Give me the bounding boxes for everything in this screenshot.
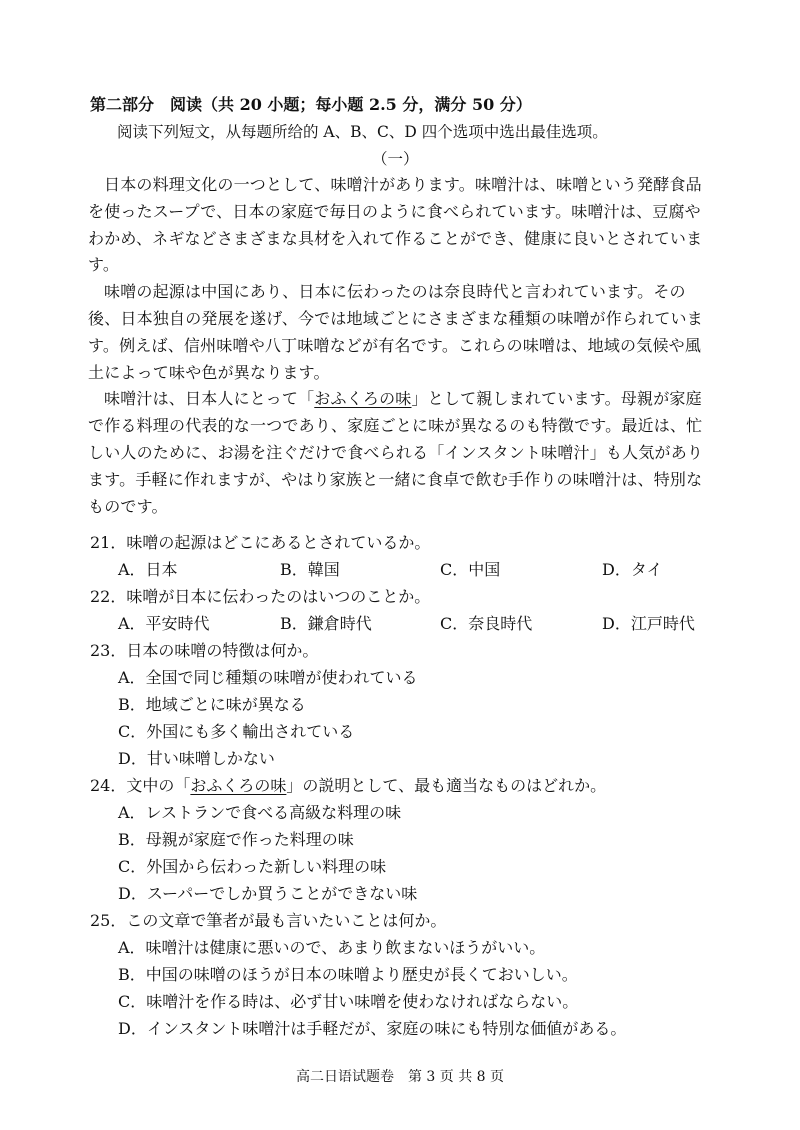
q25-option-d: D．インスタント味噌汁は手軽だが、家庭の味にも特別な価値がある。 [118,1019,627,1038]
passage-paragraph-1: 日本の料理文化の一つとして、味噌汁があります。味噌汁は、味噌という発酵食品を使ったスープで、日本の家庭で毎日のように食べられています。味噌汁は、豆腐やわかめ、ネギなどさまざまな具材を入れて作ることができ、健康に良いとされています。 [88,175,703,275]
q23-option-d: D．甘い味噌しかない [118,749,275,768]
section-title: 第二部分 阅读（共 20 小题；每小题 2.5 分，满分 50 分） [90,95,532,114]
paragraph-3-text-before: 味噌汁は、日本人にとって「 [104,389,315,409]
question-24-stem [90,773,606,796]
reading-instruction: 阅读下列短文，从每题所给的 A、B、C、D 四个选项中选出最佳选项。 [117,123,608,141]
q24-option-d: D．スーパーでしか買うことができない味 [118,884,418,903]
passage-paragraph-3 [88,386,716,520]
q23-option-c: C．外国にも多く輸出されている [118,722,355,741]
q22-option-d: D．江戸時代 [602,614,695,633]
q23-option-b: B．地域ごとに味が異なる [118,695,306,714]
underlined-phrase: おふくろの味 [314,389,412,409]
q23-option-a: A．全国で同じ種類の味噌が使われている [118,668,418,687]
q24-option-a: A．レストランで食べる高級な料理の味 [118,803,402,822]
q22-option-b: B．鎌倉時代 [280,614,372,633]
question-25-stem: 25．この文章で筆者が最も言いたいことは何か。 [90,911,447,930]
q24-stem-before: 24．文中の「 [90,776,191,795]
q25-option-b: B．中国の味噌のほうが日本の味噌より歴史が長くておいしい。 [118,965,578,984]
passage-paragraph-2: 味噌の起源は中国にあり、日本に伝わったのは奈良時代と言われています。その後、日本独自の発展を遂げ、今では地域ごとにさまざまな種類の味噌が作られています。例えば、信州味噌や八丁味噌などが有名です。これらの味噌は、地域の気候や風土によって味や色が異なります。 [88,282,703,382]
paragraph-3-text-after: 」として親しまれています。母親が家庭で作る料理の代表的な一つであり、家庭ごとに味が異なるのも特徴です。最近は、忙しい人のために、お湯を注ぐだけで食べられる「インスタント味噌汁」も人気があります。手軽に作れますが、やはり家族と一緒に食卓で飲む手作りの味噌汁は、特別なものです。 [88,389,704,516]
q24-stem-after: 」の説明として、最も適当なものはどれか。 [286,776,607,795]
passage-number: （一） [372,150,419,168]
question-21-stem: 21．味噌の起源はどこにあるとされているか。 [90,533,431,552]
question-23-stem: 23．日本の味噌の特徴は何か。 [90,641,319,660]
reading-passage [88,172,716,520]
q22-option-c: C．奈良時代 [440,614,533,633]
q22-option-a: A．平安時代 [118,614,210,633]
q25-option-a: A．味噌汁は健康に悪いので、あまり飲まないほうがいい。 [118,938,546,957]
q24-option-b: B．母親が家庭で作った料理の味 [118,830,354,849]
q21-option-a: A．日本 [118,560,178,579]
question-22-stem: 22．味噌が日本に伝わったのはいつのことか。 [90,587,431,606]
q24-underlined-phrase: おふくろの味 [190,776,287,795]
q21-option-b: B．韓国 [280,560,340,579]
q24-option-c: C．外国から伝わった新しい料理の味 [118,857,387,876]
q21-option-c: C．中国 [440,560,501,579]
q21-option-d: D．タイ [602,560,663,579]
q25-option-c: C．味噌汁を作る時は、必ず甘い味噌を使わなければならない。 [118,992,579,1011]
page-footer: 高二日语试题卷 第 3 页 共 8 页 [295,1069,505,1085]
